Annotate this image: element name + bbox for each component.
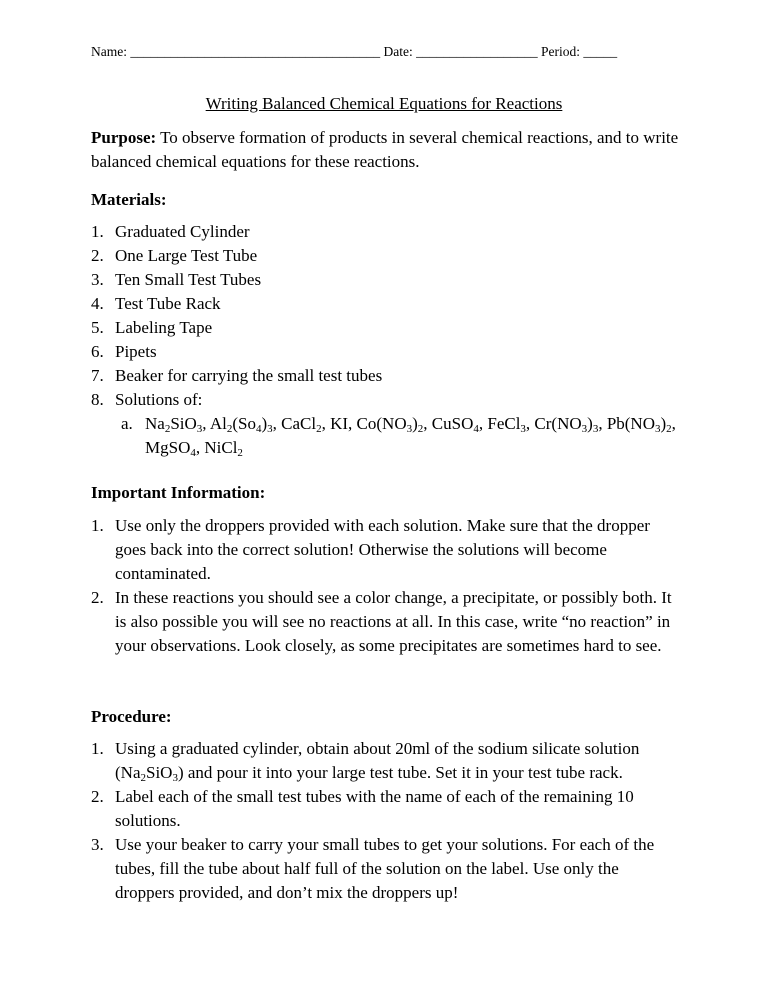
item-number: 1. (91, 516, 104, 535)
procedure-list (91, 737, 681, 905)
page-title: Writing Balanced Chemical Equations for Reactions (205, 94, 563, 113)
item-text: Ten Small Test Tubes (115, 270, 262, 289)
important-heading-text: Important Information: (91, 483, 266, 502)
important-heading (91, 481, 681, 505)
item-number: 2. (91, 246, 104, 265)
list-item (91, 292, 681, 316)
item-number: 3. (91, 270, 104, 289)
item-text: One Large Test Tube (115, 246, 258, 265)
item-number: 2. (91, 588, 104, 607)
item-text: In these reactions you should see a color change, a precipitate, or possibly both. It is also possible you will see no reactions at all. In this case, write “no reaction” in your observations. Look closely, as some precipitates are sometimes hard to see. (115, 588, 672, 655)
list-item (91, 316, 681, 340)
item-number: 5. (91, 318, 104, 337)
item-number: 3. (91, 835, 104, 854)
materials-heading-text: Materials: (91, 190, 167, 209)
purpose-label: Purpose: (91, 128, 157, 147)
list-item (91, 220, 681, 244)
list-item (91, 364, 681, 388)
item-number: 2. (91, 787, 104, 806)
list-item (91, 340, 681, 364)
item-number: 4. (91, 294, 104, 313)
list-item (91, 737, 681, 785)
item-text: Solutions of: (115, 390, 203, 409)
period-label: Period: (541, 44, 580, 59)
solutions-sub-item (91, 412, 681, 460)
list-item (91, 785, 681, 833)
item-number: 8. (91, 390, 104, 409)
item-text: Pipets (115, 342, 157, 361)
purpose-section (91, 126, 681, 174)
list-item (91, 268, 681, 292)
list-item (91, 388, 681, 412)
item-text: Graduated Cylinder (115, 222, 250, 241)
procedure-heading-text: Procedure: (91, 707, 172, 726)
item-text: Use only the droppers provided with each solution. Make sure that the dropper goes back into the correct solution! Otherwise the solutions will become contaminated. (115, 516, 650, 583)
item-number: 1. (91, 739, 104, 758)
item-text: Test Tube Rack (115, 294, 221, 313)
solutions-list-text: $Na_2SiO_3$, $Al_2(So_4)_3$, CaCl$_2$, KI, $Co(NO_3)_2$, CuSO$_4$, FeCl$_3$, $Cr(NO_3)_3$, $Pb(NO_3)_2$, MgSO$_4$, NiCl$_2$ (145, 414, 676, 459)
item-text: Use your beaker to carry your small tubes to get your solutions. For each of the tubes, fill the tube about half full of the solution on the label. Use only the droppers provided, and don’t mix the droppers up! (115, 835, 655, 902)
header-fields (91, 43, 691, 61)
period-blank: _____ (583, 44, 618, 59)
procedure-heading (91, 705, 681, 729)
name-label: Name: (91, 44, 127, 59)
date-label: Date: (383, 44, 413, 59)
item-number: 7. (91, 366, 104, 385)
item-text: Beaker for carrying the small test tubes (115, 366, 383, 385)
name-blank: _____________________________________ (130, 44, 381, 59)
sub-item-letter: a. (121, 414, 133, 433)
list-item (91, 586, 681, 658)
item-number: 6. (91, 342, 104, 361)
important-list (91, 514, 681, 658)
item-text: Label each of the small test tubes with the name of each of the remaining 10 solutions. (115, 787, 634, 830)
list-item (91, 514, 681, 586)
materials-heading (91, 188, 681, 212)
item-text: Using a graduated cylinder, obtain about 20ml of the sodium silicate solution $(Na_2SiO_3)$ and pour it into your large test tube. Set it in your test tube rack. (115, 739, 640, 784)
list-item (91, 244, 681, 268)
materials-list (91, 220, 681, 460)
purpose-text: To observe formation of products in several chemical reactions, and to write balanced chemical equations for these reactions. (91, 128, 679, 171)
item-text: Labeling Tape (115, 318, 213, 337)
list-item (91, 833, 681, 905)
date-blank: __________________ (416, 44, 538, 59)
item-number: 1. (91, 222, 104, 241)
